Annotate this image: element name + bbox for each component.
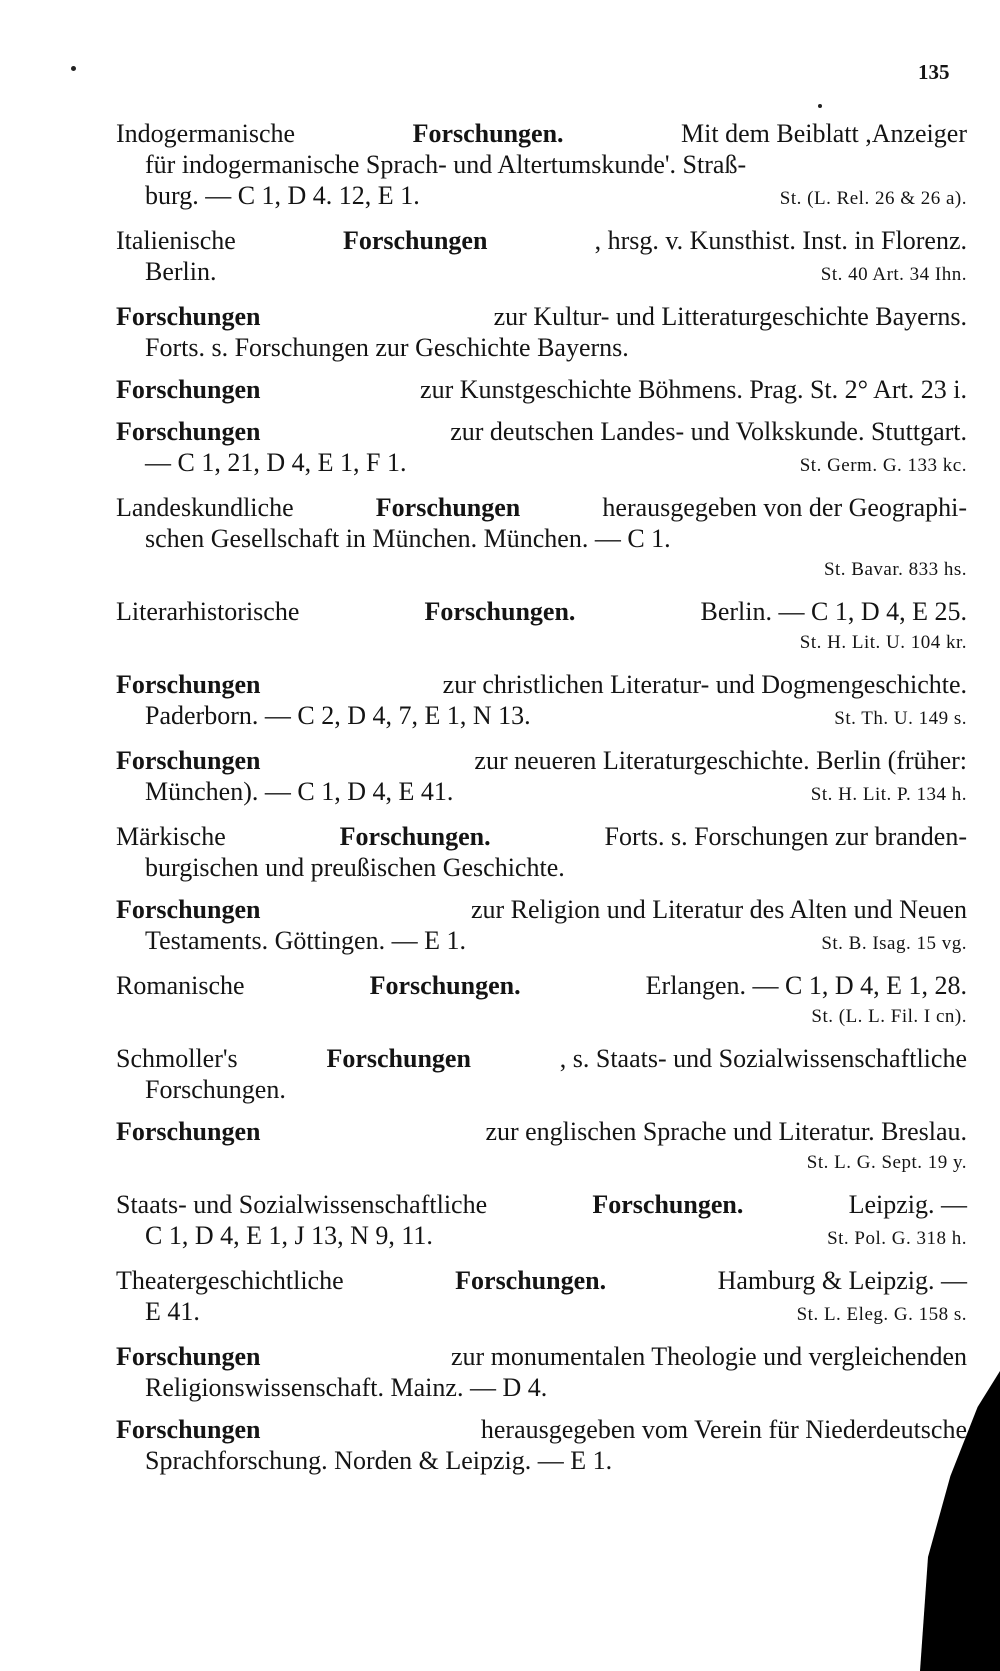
- entry-literarhistorische: Literarhistorische Forschungen. Berlin. — C 1, D 4, E 25. St. H. Lit. U. 104 kr.: [116, 596, 967, 658]
- shelfmark: St. H. Lit. P. 134 h.: [810, 784, 967, 805]
- bibliography-list: [116, 118, 967, 1487]
- entry-kunstgeschichte-boehmens: Forschungen zur Kunstgeschichte Böhmens. Prag. St. 2° Art. 23 i.: [116, 375, 967, 404]
- entry-staats-sozialwissenschaftliche: Staats- und Sozialwissenschaftliche Forschungen. Leipzig. — C 1, D 4, E 1, J 13, N 9, 11. St. Pol. G. 318 h.: [116, 1189, 967, 1254]
- entry-christliche-literatur: Forschungen zur christlichen Literatur- und Dogmengeschichte. Paderborn. — C 2, D 4, 7, E 1, N 13. St. Th. U. 149 s.: [116, 669, 967, 734]
- shelfmark: St. (L. L. Fil. I cn).: [811, 1006, 967, 1027]
- shelfmark: St. H. Lit. U. 104 kr.: [799, 632, 967, 653]
- entry-schmollers: Schmoller's Forschungen , s. Staats- und Sozialwissenschaftliche Forschungen.: [116, 1044, 967, 1104]
- shelfmark: St. B. Isag. 15 vg.: [821, 933, 967, 954]
- entry-indogermanische: Indogermanische Forschungen. Mit dem Beiblatt ,Anzeiger für indogermanische Sprach- und Altertumskunde'. Straß- burg. — C 1, D 4. 12, E 1. St. (L. Rel. 26 & 26 a).: [116, 118, 967, 214]
- shelfmark: St. L. Eleg. G. 158 s.: [796, 1304, 967, 1325]
- shelfmark: St. Bavar. 833 hs.: [823, 559, 967, 580]
- entry-italienische: Italienische Forschungen , hrsg. v. Kunsthist. Inst. in Florenz. Berlin. St. 40 Art. 34 Ihn.: [116, 225, 967, 290]
- shelfmark: St. Pol. G. 318 h.: [827, 1228, 967, 1249]
- shelfmark: St. L. G. Sept. 19 y.: [806, 1152, 967, 1173]
- entry-maerkische: Märkische Forschungen. Forts. s. Forschungen zur branden- burgischen und preußischen Geschichte.: [116, 822, 967, 882]
- entry-niederdeutsche-sprachforschung: Forschungen herausgegeben vom Verein für Niederdeutsche Sprachforschung. Norden & Leipzig. — E 1.: [116, 1415, 967, 1475]
- page-number: 135: [918, 60, 950, 84]
- entry-romanische: Romanische Forschungen. Erlangen. — C 1, D 4, E 1, 28. St. (L. L. Fil. I cn).: [116, 970, 967, 1032]
- shelfmark: St. (L. Rel. 26 & 26 a).: [779, 188, 967, 209]
- shelfmark: St. Germ. G. 133 kc.: [799, 455, 967, 476]
- entry-landeskundliche: Landeskundliche Forschungen herausgegeben von der Geographi- schen Gesellschaft in München. München. — C 1. St. Bavar. 833 hs.: [116, 492, 967, 585]
- entry-theatergeschichtliche: Theatergeschichtliche Forschungen. Hamburg & Leipzig. — E 41. St. L. Eleg. G. 158 s.: [116, 1265, 967, 1330]
- entry-englische-sprache: Forschungen zur englischen Sprache und Literatur. Breslau. St. L. G. Sept. 19 y.: [116, 1116, 967, 1178]
- entry-kultur-bayerns: Forschungen zur Kultur- und Litteraturgeschichte Bayerns. Forts. s. Forschungen zur Geschichte Bayerns.: [116, 302, 967, 362]
- shelfmark: St. Th. U. 149 s.: [834, 708, 967, 729]
- dust-speck-top: [818, 104, 822, 108]
- entry-monumentale-theologie: Forschungen zur monumentalen Theologie und vergleichenden Religionswissenschaft. Mainz. — D 4.: [116, 1342, 967, 1402]
- entry-landes-volkskunde: Forschungen zur deutschen Landes- und Volkskunde. Stuttgart. — C 1, 21, D 4, E 1, F 1. St. Germ. G. 133 kc.: [116, 416, 967, 481]
- entry-religion-literatur: Forschungen zur Religion und Literatur des Alten und Neuen Testaments. Göttingen. — E 1. St. B. Isag. 15 vg.: [116, 894, 967, 959]
- dust-speck-left: [71, 66, 76, 71]
- shelfmark: St. 40 Art. 34 Ihn.: [820, 264, 967, 285]
- entry-neuere-literaturgeschichte: Forschungen zur neueren Literaturgeschichte. Berlin (früher: München). — C 1, D 4, E 41. St. H. Lit. P. 134 h.: [116, 745, 967, 810]
